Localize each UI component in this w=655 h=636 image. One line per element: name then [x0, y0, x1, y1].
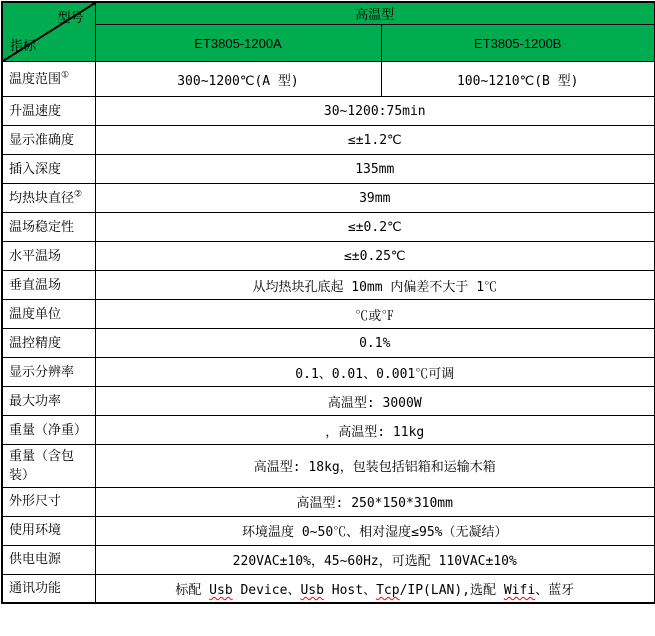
model-header-row — [2, 25, 655, 62]
row-label-text: 外形尺寸 — [9, 493, 62, 509]
row-value: 0.1% — [95, 329, 655, 358]
temp-range-value-b: 100~1210℃(B 型) — [381, 62, 655, 97]
row-value: 高温型: 3000W — [95, 387, 655, 416]
row-label-text: 垂直温场 — [9, 276, 62, 292]
row-label — [2, 184, 95, 213]
table-row — [2, 242, 655, 271]
spellcheck-word: Usb — [300, 582, 324, 598]
value-text-segment: Host、 — [323, 582, 377, 598]
group-header-row — [2, 2, 655, 25]
row-label — [2, 126, 95, 155]
superscript-marker: ② — [74, 188, 83, 199]
value-text-segment: 、蓝牙 — [535, 582, 575, 598]
table-row — [2, 300, 655, 329]
spellcheck-word: Wifi — [503, 582, 536, 598]
group-header-cell: 高温型 — [95, 2, 655, 25]
row-label — [2, 487, 95, 516]
row-value: 环境温度 0~50℃、相对湿度≤95%（无凝结） — [95, 516, 655, 545]
spec-rows-body — [2, 97, 655, 604]
table-row — [2, 97, 655, 126]
row-label — [2, 445, 95, 488]
row-label-text: 供电电源 — [9, 551, 62, 567]
spec-table — [1, 1, 655, 604]
table-row — [2, 487, 655, 516]
row-value: ℃或℉ — [95, 300, 655, 329]
row-value: ≤±1.2℃ — [95, 126, 655, 155]
row-value: 高温型: 18kg，包装包括铝箱和运输木箱 — [95, 445, 655, 488]
model-a-header: ET3805-1200A — [95, 25, 381, 62]
row-value: 30~1200:75min — [95, 97, 655, 126]
row-label — [2, 416, 95, 445]
table-row — [2, 213, 655, 242]
row-label-temp-range — [2, 62, 95, 97]
row-value: 39mm — [95, 184, 655, 213]
spellcheck-word: Tcp — [376, 582, 400, 598]
row-label-text: 重量（净重） — [9, 421, 88, 437]
row-label-text: 使用环境 — [9, 522, 62, 538]
row-label-text: 均热块直径 — [9, 189, 75, 205]
temp-range-value-a: 300~1200℃(A 型) — [95, 62, 381, 97]
row-label-text: 温控精度 — [9, 334, 62, 350]
row-label-text: 温度单位 — [9, 305, 62, 321]
row-label-text: 重量（含包装） — [9, 448, 75, 482]
row-label — [2, 242, 95, 271]
row-label — [2, 358, 95, 387]
row-value: ≤±0.25℃ — [95, 242, 655, 271]
table-row — [2, 416, 655, 445]
table-row — [2, 271, 655, 300]
row-label-text: 通讯功能 — [9, 580, 62, 596]
row-label — [2, 213, 95, 242]
row-label-text: 显示准确度 — [9, 131, 75, 147]
table-row — [2, 574, 655, 603]
row-label-text: 插入深度 — [9, 160, 62, 176]
model-b-header: ET3805-1200B — [381, 25, 655, 62]
row-label-text: 最大功率 — [9, 392, 62, 408]
table-row — [2, 358, 655, 387]
row-value: 高温型: 250*150*310mm — [95, 487, 655, 516]
value-text-segment: 标配 — [175, 582, 210, 598]
row-value: ，高温型: 11kg — [95, 416, 655, 445]
row-label-text: 温度范围 — [9, 70, 62, 86]
row-value: ≤±0.2℃ — [95, 213, 655, 242]
table-row — [2, 155, 655, 184]
row-value: 135mm — [95, 155, 655, 184]
row-value: 0.1、0.01、0.001℃可调 — [95, 358, 655, 387]
spellcheck-word: Usb — [209, 582, 233, 598]
table-row — [2, 387, 655, 416]
value-text-segment: Device、 — [232, 582, 301, 598]
table-row — [2, 184, 655, 213]
corner-diagonal-cell — [2, 2, 95, 62]
table-row — [2, 445, 655, 488]
table-row — [2, 545, 655, 574]
row-label — [2, 516, 95, 545]
row-label — [2, 545, 95, 574]
row-value: 从均热块孔底起 10mm 内偏差不大于 1℃ — [95, 271, 655, 300]
row-label — [2, 271, 95, 300]
row-value: 220VAC±10%，45~60Hz，可选配 110VAC±10% — [95, 545, 655, 574]
row-label — [2, 300, 95, 329]
table-row — [2, 126, 655, 155]
row-label — [2, 329, 95, 358]
corner-indicator-label: 指标 — [10, 38, 37, 53]
row-value — [95, 574, 655, 603]
value-text-segment: /IP(LAN),选配 — [399, 582, 504, 598]
temp-range-row — [2, 62, 655, 97]
row-label-text: 显示分辨率 — [9, 363, 75, 379]
row-label-text: 温场稳定性 — [9, 218, 75, 234]
row-label — [2, 574, 95, 603]
table-row — [2, 329, 655, 358]
row-label — [2, 387, 95, 416]
row-label — [2, 155, 95, 184]
corner-model-label: 型号 — [57, 10, 84, 25]
row-label — [2, 97, 95, 126]
table-row — [2, 516, 655, 545]
row-label-text: 升温速度 — [9, 102, 62, 118]
row-label-text: 水平温场 — [9, 247, 62, 263]
superscript-marker: ① — [61, 69, 70, 80]
